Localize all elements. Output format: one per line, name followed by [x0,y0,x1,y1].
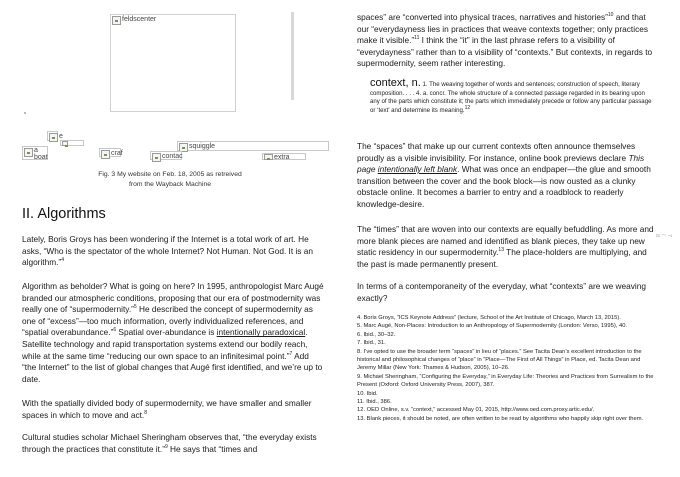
figure-image-small [60,140,84,146]
figure-image-squiggle [177,141,329,151]
footnote-ref[interactable]: 5 [133,304,137,311]
paragraph-text: He described the concept of supermodernity as one of “excess”—too much information, overly individualized references, and “spatial overabundance.” [22,304,313,338]
footnote-ref[interactable]: 6 [113,327,117,334]
paragraph-text: Cultural studies scholar Michael Sheringham observes that, “the everyday exists through the practices that constitute it.” [22,432,317,454]
footnotes-list [357,314,657,423]
paragraph-sheringham [22,432,325,455]
broken-image-icon [152,153,161,162]
section-heading: II. Algorithms [22,206,106,222]
figure-image-e [47,131,63,141]
broken-image-icon [24,148,33,157]
footnote-ref[interactable]: 8 [144,409,147,416]
paragraph-contemporaneity [357,281,657,304]
image-alt-text: e [59,133,63,140]
definition-text [370,79,656,115]
paragraph-text: The “times” that are woven into our contexts are equally befuddling. As more and more blank pieces are named and identified as blank pieces, they take up new static residency in our supermodernity. [357,224,654,258]
footnote: 12. OED Online, s.v. “context,” accessed May 01, 2015, http://www.oed.com.proxy.artic.edu/. [357,407,595,414]
link-intentionally-paradoxical[interactable]: intentionally paradoxical [216,327,306,338]
definition-word: context, n. [370,77,421,89]
paragraph-text: He says that “times and [167,443,258,454]
figure-image-a-boat [22,146,48,160]
caption-line-2: from the Wayback Machine [128,180,212,188]
paragraph-text: . What was once an endpaper—the glue and smooth transition between the cover and the book block—is now ousted as a clunky obstacle online. It becomes a barrier to entry and a roadblock to readerly knowledge-desire. [357,164,651,209]
paragraph-text: Lately, Boris Groys has been wondering if the Internet is a total work of art. He asks, “Who is the spectator of the whole Internet? Not Human. Not God. It is an algorithm.” [22,234,313,268]
footnote-ref[interactable]: 9 [164,443,168,450]
footnote: 11. Ibid., 386. [357,399,392,406]
definition-body: 1. The weaving together of words and sentences; construction of speech, literary composition. . . . 4. a. concr. The whole structure of a connected passage regarded in its bearing upon any of the parts which constitute it; the parts which immediately precede or follow any particular passage or ‘text’ and determine its meaning. [370,81,652,114]
figure-image-feldscenter [110,14,236,112]
broken-image-icon [62,141,68,146]
broken-image-icon [49,133,58,142]
paragraph-text: Spatial over-abundance is [116,327,217,338]
scrollbar[interactable] [291,12,294,100]
broken-image-icon [101,150,110,159]
footnote: 4. Boris Groys, “ICS Keynote Address” (lecture, School of the Art Institute of Chicago, March 13, 2015). [357,315,621,321]
page-marker: 7 / 8 [654,234,672,239]
paragraph-text: The “spaces” that make up our current contexts often announce themselves proudly as a visible invisibility. For instance, online book previews declare [357,141,636,163]
paragraph-text: I think the “it” in the last phrase refers to a visibility of “everydayness” rather than to a visibility of “contexts.” But contexts, in regards to supermodernity, seem rather interesting. [357,35,653,69]
paragraph-auge [22,281,325,385]
paragraph-text: In terms of a contemporaneity of the everyday, what “contexts” are we weaving exactly? [357,281,646,303]
footnote-ref[interactable]: 12 [464,104,471,111]
image-alt-text: a boat [34,147,48,161]
footnote-ref[interactable]: 7 [289,350,293,357]
footnote: 8. I’ve opted to use the broader term “spaces” in lieu of “places.” See Tacita Dean’s excellent introduction to the historical and philosophical changes of “place” in “Place—The First of All Things” in Place, ed. Tacita Dean and Jeremy Millar (New York: Thames & Hudson, 2005), 10–26. [357,348,642,372]
figure-image-contac [150,151,182,160]
definition-block [370,79,656,115]
footnote-ref[interactable]: 4 [61,257,64,264]
broken-image-icon [264,154,273,160]
footnote: 6. Ibid., 30–32. [357,331,396,338]
figure-image-extra [262,153,306,160]
paragraph-spaces [357,141,660,211]
figure-image-craf [99,148,121,157]
image-alt-text: feldscenter [122,16,157,23]
figure-caption [70,170,270,189]
paragraph-text: With the spatially divided body of supermodernity, we have smaller and smaller spaces in which to move and act. [22,398,312,420]
footnote-ref[interactable]: 10 [607,12,614,19]
footnote: 7. Ibid., 31. [357,340,386,347]
paragraph-groys [22,234,322,269]
paragraph-continued [357,12,659,70]
caption-line-1: Fig. 3 My website on Feb. 18, 2005 as retreived [98,171,242,178]
paragraph-text: Add “the Internet” to the list of global changes that Augé first identified, and we’re up to date. [22,350,323,384]
image-alt-text: extra [274,154,290,161]
paragraph-text: spaces” are “converted into physical traces, narratives and histories” [357,12,608,22]
paragraph-times [357,224,660,270]
footnote: 5. Marc Augé, Non-Places: Introduction to an Anthropology of Supermodernity (London: Verso, 1995), 40. [357,323,628,330]
paragraph-text: . Satellite technology and rapid transportation systems extend our bodily reach, while at the same time “reducing our own space to an infinitesimal point.” [22,327,308,361]
footnote: 9. Michael Sheringham, “Configuring the Everyday,” in Everyday Life: Theories and Practices from Surrealism to the Present (Oxford: Oxford University Press, 2007), 387. [357,373,654,389]
footnote-ref[interactable]: 13 [498,247,504,254]
paragraph-text: and that our “everydayness lies in practices that weave contexts together; only practices make it visible.” [357,12,648,46]
footnote: 13. Blank pieces, it should be noted, are often written to be read by algorithms who happily skip right over them. [357,415,644,422]
image-alt-text: craf [111,150,123,157]
paragraph-text: The place-holders are multiplying, and the past is made permanently present. [357,247,647,269]
footnote-ref[interactable]: 11 [414,35,420,42]
image-alt-text: squiggle [189,143,216,150]
paragraph-text: Algorithm as beholder? What is going on here? In 1995, anthropologist Marc Augé branded our atmospheric conditions, proposing that our era of postmodernity was really one of “supermodernity.” [22,281,324,315]
link-intentionally-left-blank[interactable]: intentionally left blank [377,164,458,175]
paragraph-spatial-body [22,398,322,421]
broken-image-icon [112,16,121,25]
paragraph-italic: This page [357,152,645,175]
footnote: 10. Ibid. [357,390,378,397]
figure-dot [24,112,26,114]
image-alt-text: contac [162,153,183,160]
